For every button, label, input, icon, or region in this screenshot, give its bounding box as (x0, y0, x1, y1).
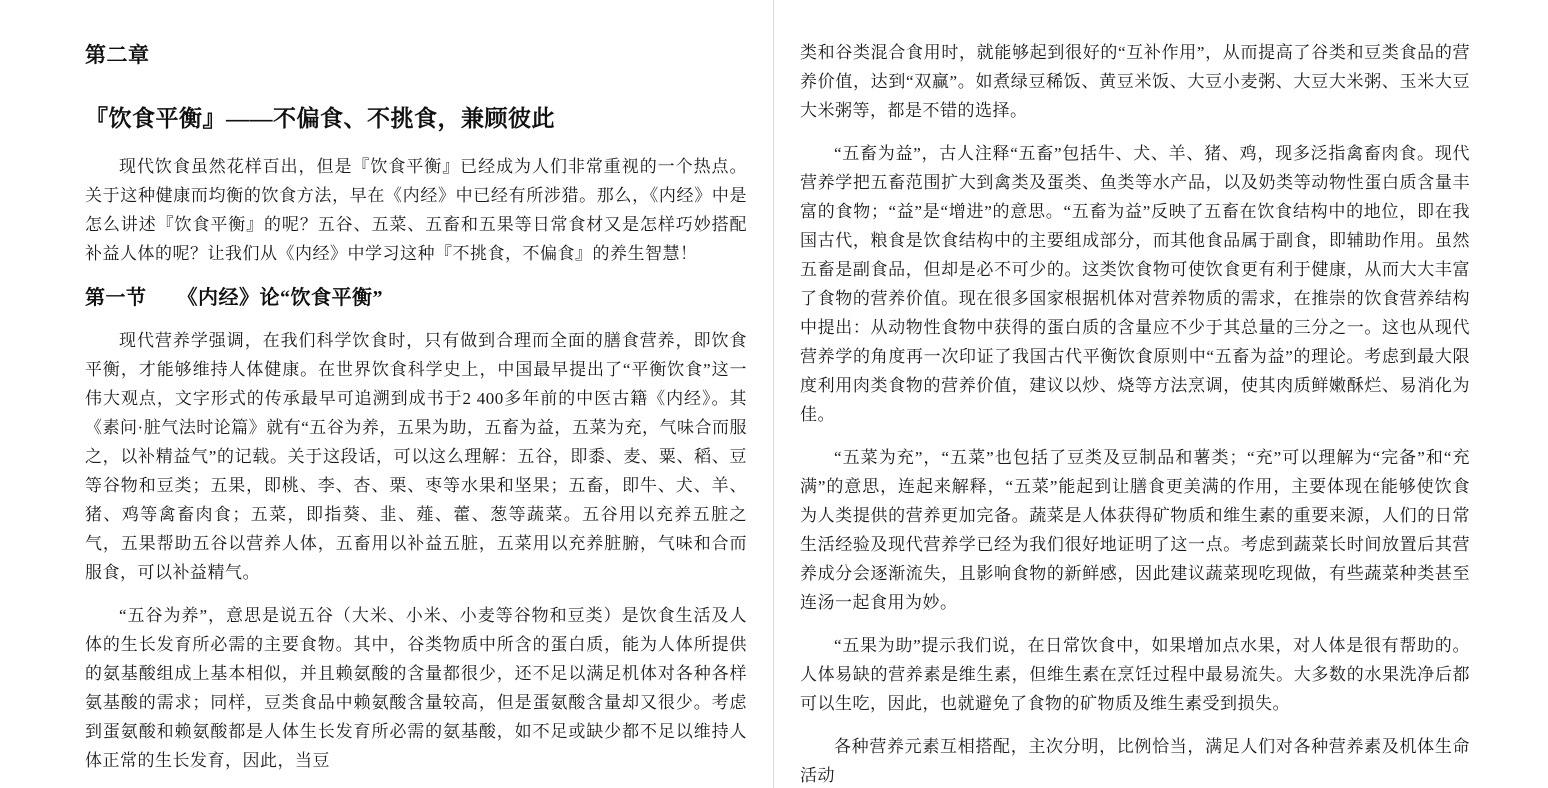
paragraph-nutrition-balance: 各种营养元素互相搭配，主次分明，比例恰当，满足人们对各种营养素及机体生命活动 (800, 737, 1470, 785)
paragraph-neijing-overview: 现代营养学强调，在我们科学饮食时，只有做到合理而全面的膳食营养，即饮食平衡，才能够维持人体健康。在世界饮食科学史上，中国最早提出了“平衡饮食”这一伟大观点，文字形式的传承最早可追溯到成书于2 400多年前的中医古籍《内经》。其《素问·脏气法时论篇》就有“五谷为养，五果为助，五畜为益，五菜为充，气味合而服之，以补精益气”的记载。关于这段话，可以这么理解：五谷，即黍、麦、粟、稻、豆等谷物和豆类；五果，即桃、李、杏、栗、枣等水果和坚果；五畜，即牛、犬、羊、猪、鸡等禽畜肉食；五菜，即指葵、韭、薤、藿、葱等蔬菜。五谷用以充养五脏之气，五果帮助五谷以营养人体，五畜用以补益五脏，五菜用以充养脏腑，气味和合而服食，可以补益精气。 (85, 331, 747, 582)
paragraph-wuchu-weiyi: “五畜为益”，古人注释“五畜”包括牛、犬、羊、猪、鸡，现多泛指禽畜肉食。现代营养学把五畜范围扩大到禽类及蛋类、鱼类等水产品，以及奶类等动物性蛋白质含量丰富的食物；“益”是“增进”的意思。“五畜为益”反映了五畜在饮食结构中的地位，即在我国古代，粮食是饮食结构中的主要组成部分，而其他食品属于副食，即辅助作用。虽然五畜是副食品，但却是必不可少的。这类饮食物可使饮食更有利于健康，从而大大丰富了食物的营养价值。现在很多国家根据机体对营养物质的需求，在推崇的饮食营养结构中提出：从动物性食物中获得的蛋白质的含量应不少于其总量的三分之一。这也从现代营养学的角度再一次印证了我国古代平衡饮食原则中“五畜为益”的理论。考虑到最大限度利用肉类食物的营养价值，建议以炒、烧等方法烹调，使其肉质鲜嫩酥烂、易消化为佳。 (800, 144, 1470, 424)
paragraph-wucai-weichong: “五菜为充”，“五菜”也包括了豆类及豆制品和薯类；“充”可以理解为“完备”和“充满”的意思，连起来解释，“五菜”能起到让膳食更美满的作用，主要体现在能够使饮食为人类提供的营养更加完备。蔬菜是人体获得矿物质和维生素的重要来源，人们的日常生活经验及现代营养学已经为我们很好地证明了这一点。考虑到蔬菜长时间放置后其营养成分会逐渐流失，且影响食物的新鲜感，因此建议蔬菜现吃现做，有些蔬菜种类甚至连汤一起食用为妙。 (800, 448, 1470, 612)
paragraph-wugu-weiyang: “五谷为养”，意思是说五谷（大米、小米、小麦等谷物和豆类）是饮食生活及人体的生长发育所必需的主要食物。其中，谷类物质中所含的蛋白质，能为人体所提供的氨基酸组成上基本相似，并且赖氨酸的含量都很少，还不足以满足机体对各种各样氨基酸的需求；同样，豆类食品中赖氨酸含量较高，但是蛋氨酸含量却又很少。考虑到蛋氨酸和赖氨酸都是人体生长发育所必需的氨基酸，如不足或缺少都不足以维持人体正常的生长发育，因此，当豆 (85, 606, 747, 770)
paragraph-intro: 现代饮食虽然花样百出，但是『饮食平衡』已经成为人们非常重视的一个热点。关于这种健康而均衡的饮食方法，早在《内经》中已经有所涉猎。那么，《内经》中是怎么讲述『饮食平衡』的呢？五谷、五菜、五畜和五果等日常食材又是怎样巧妙搭配补益人体的呢？让我们从《内经》中学习这种『不挑食，不偏食』的养生智慧！ (85, 157, 747, 263)
page-left (0, 0, 773, 788)
paragraph-wuguo-weizhu: “五果为助”提示我们说，在日常饮食中，如果增加点水果，对人体是很有帮助的。人体易缺的营养素是维生素，但维生素在烹饪过程中最易流失。大多数的水果洗净后都可以生吃，因此，也就避免了食物的矿物质及维生素受到损失。 (800, 636, 1470, 713)
section-heading: 第一节 《内经》论“饮食平衡” (85, 287, 383, 309)
chapter-title: 『饮食平衡』——不偏食、不挑食，兼顾彼此 (85, 106, 555, 131)
chapter-heading: 第二章 (85, 43, 150, 67)
paragraph-wugu-continued: 类和谷类混合食用时，就能够起到很好的“互补作用”，从而提高了谷类和豆类食品的营养价值，达到“双赢”。如煮绿豆稀饭、黄豆米饭、大豆小麦粥、大豆大米粥、玉米大豆大米粥等，都是不错的选择。 (800, 43, 1470, 120)
page-right (774, 0, 1548, 788)
